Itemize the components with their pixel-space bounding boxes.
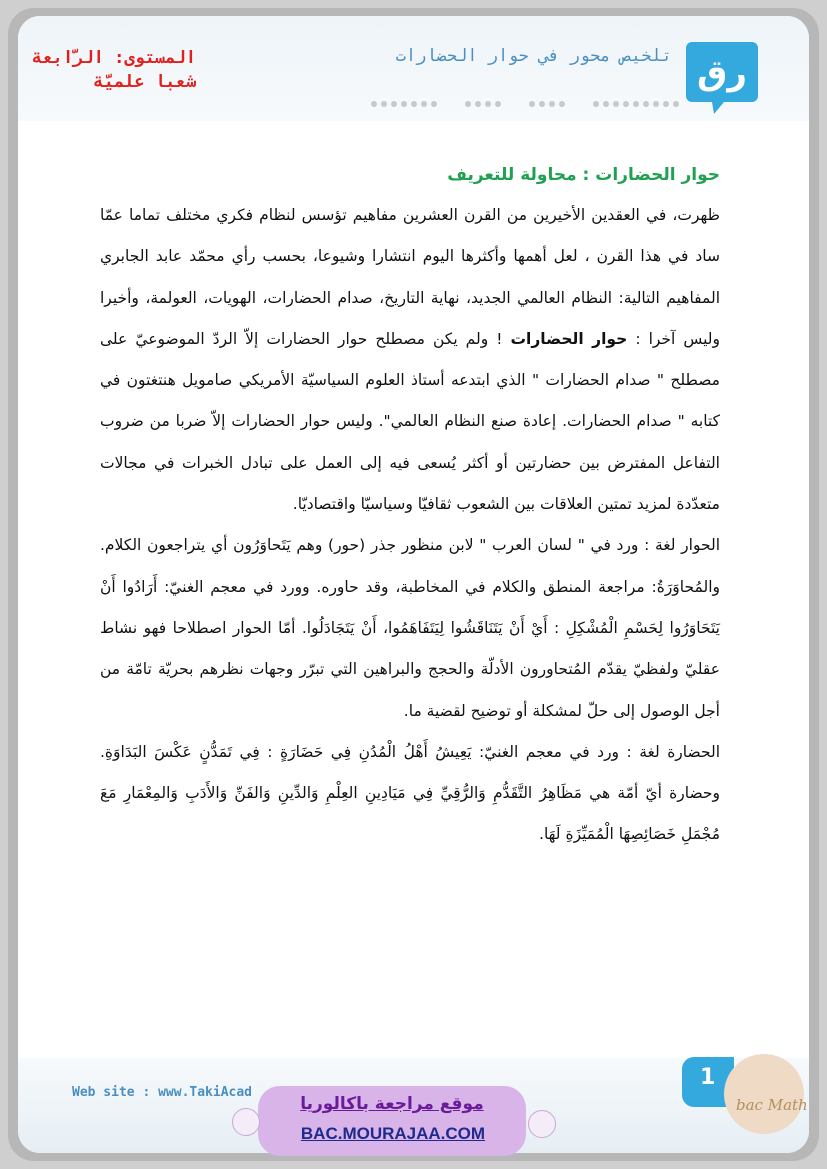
watermark-site-url[interactable]: BAC.MOURAJAA.COM [300, 1124, 486, 1143]
section-title: حوار الحضارات : محاولة للتعريف [447, 165, 720, 185]
watermark-site-name[interactable]: موقع مراجعة باكالوريا [300, 1094, 484, 1114]
paragraph-intro-bold: حوار الحضارات [510, 329, 628, 348]
bacmath-logo-text: bac Math [736, 1096, 808, 1114]
paragraph-intro [100, 195, 720, 525]
document-body [100, 155, 720, 856]
bacmath-logo [724, 1054, 804, 1134]
header-title: تلخيص محور في حوار الحضارات [395, 46, 672, 66]
header-dots-divider [370, 99, 690, 109]
paragraph-dialogue-definition: الحوار لغة : ورد في " لسان العرب " لابن منظور جذر (حور) وهم يَتَحاوَرُون أي يتراجعون الكلام. والمُحاوَرَةُ: مراجعة المنطق والكلام في المخاطبة، وقد حاوره. وورد في معجم الغنيّ: أَرَادُوا أَنْ يَتَحَاوَرُوا لِحَسْمِ الْمُشْكِلِ : أَيْ أَنْ يَتَنَاقَشُوا لِيَتَفَاهَمُوا، أَنْ يَتَجَادَلُوا. أمّا الحوار اصطلاحا فهو نشاط عقليّ ولفظيّ يقدّم المُتحاورون الأدلّة والحجج والبراهين التي تبرّر وجهات نظرهم بحريّة تامّة من أجل الوصول إلى حلّ لمشكلة أو توضيح لقضية ما. [100, 536, 720, 720]
website-link[interactable]: Web site : www.TakiAcad [72, 1085, 253, 1100]
logo-letters: رق [697, 53, 747, 93]
page-number: 1 [700, 1065, 716, 1090]
takiacademy-logo-icon [684, 36, 760, 116]
watermark-emblem-left-icon [232, 1108, 260, 1136]
paragraph-intro-part1: ظهرت، في العقدين الأخيرين من القرن العشرين مفاهيم تؤسس لنظام فكري مختلف تماما عمّا ساد في هذا القرن ، لعل أهمها وأكثرها اليوم انتشارا وشيوعا، بحسب رأي محمّد عابد الجابري المفاهيم التالية: النظام العالمي الجديد، نهاية التاريخ، صدام الحضارات، الهويات، العولمة، وأخيرا وليس آخرا : [100, 206, 720, 348]
watermark-emblem-right-icon [528, 1110, 556, 1138]
paragraph-civilization-definition: الحضارة لغة : ورد في معجم الغنيّ: يَعِيشُ أَهْلُ الْمُدُنِ فِي حَضَارَةٍ : فِي تَمَدُّنٍ عَكْسَ البَدَاوَةِ. وحضارة أيّ أمّة هي مَظَاهِرُ التَّقَدُّمِ وَالرُّقِيِّ فِي مَيَادِينِ العِلْمِ وَالدِّينِ وَالفَنِّ وَالأَدَبِ وَالمِعْمَارِ مَعَ مُجْمَلِ خَصَائِصِهَا الْمُمَيِّزَةِ لَهَا. [100, 742, 720, 844]
header-level: المستوى: الرّابعة شعبا علميّة [32, 48, 196, 92]
paragraph-intro-part2: ! ولم يكن مصطلح حوار الحضارات إلاّ الردّ الموضوعيّ على مصطلح " صدام الحضارات " الذي ابتدعه أستاذ العلوم السياسيّة الأمريكي صامويل هنتغتون في كتابه " صدام الحضارات. إعادة صنع النظام العالمي". وليس حوار الحضارات إلاّ ضربا من ضروب التفاعل المفترض بين حضارتين أو أكثر يُسعى فيه إلى العمل على تبادل الخبرات في مجالات متعدّدة لمزيد تمتين العلاقات بين الشعوب ثقافيّا وسياسيّا واقتصاديّا. [100, 329, 720, 514]
